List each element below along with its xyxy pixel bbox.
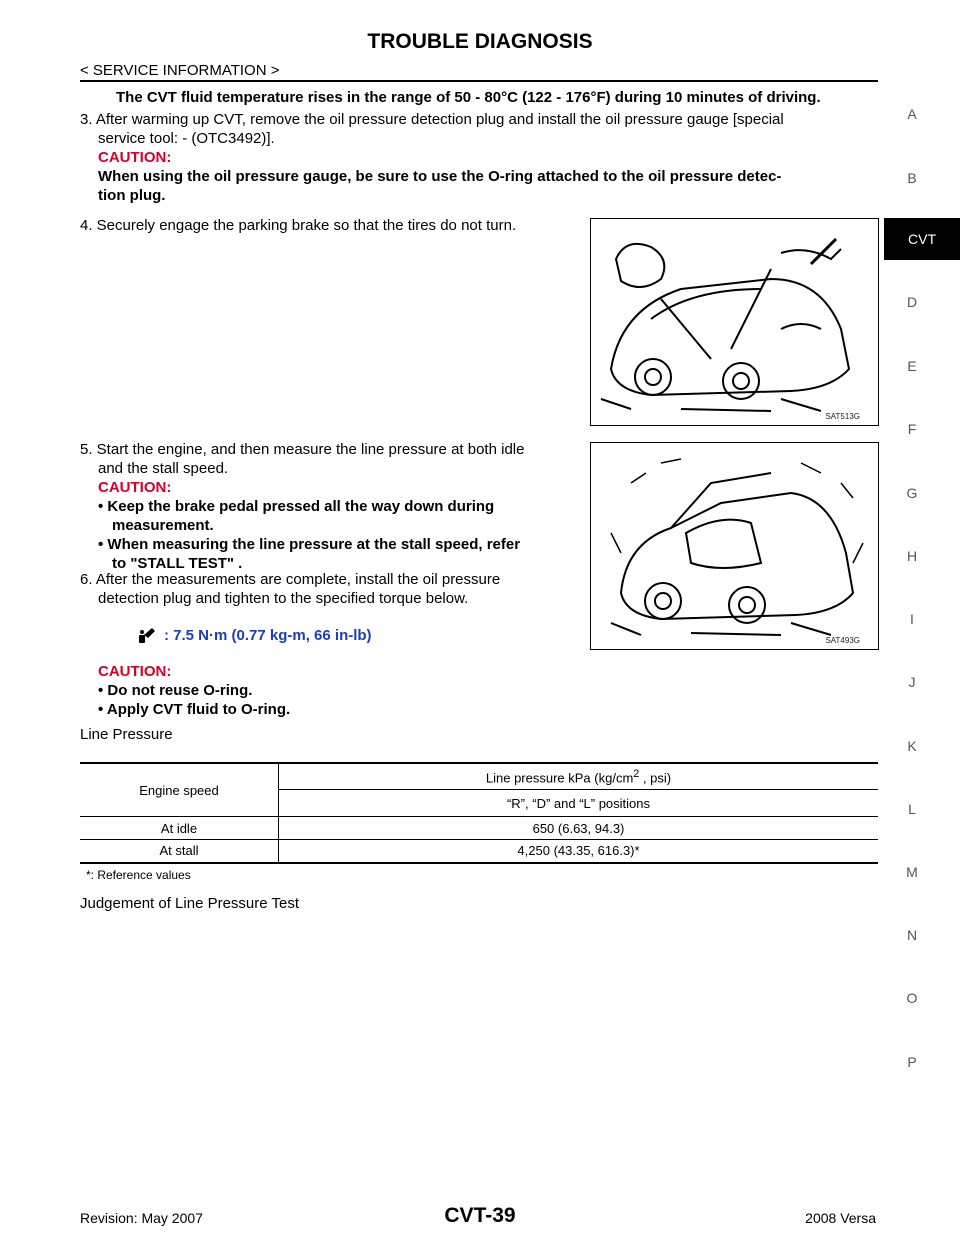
step-6 xyxy=(80,570,580,608)
index-tab-l[interactable]: L xyxy=(908,801,916,817)
section-subtitle: < SERVICE INFORMATION > xyxy=(80,62,280,79)
figure-id-sat493g: SAT493G xyxy=(825,636,860,645)
step-5-text-cont: and the stall speed. xyxy=(98,460,229,477)
step-5 xyxy=(80,440,580,573)
footer-revision: Revision: May 2007 xyxy=(80,1210,203,1226)
footer-model: 2008 Versa xyxy=(805,1210,876,1226)
index-tab-m[interactable]: M xyxy=(906,864,918,880)
step-5-text: 5. Start the engine, and then measure the line pressure at both idle xyxy=(80,441,525,458)
index-tab-p[interactable]: P xyxy=(907,1054,917,1070)
index-tab-n[interactable]: N xyxy=(906,927,918,943)
row-stall-speed: At stall xyxy=(80,840,279,863)
page-title: TROUBLE DIAGNOSIS xyxy=(367,30,593,53)
header-rule xyxy=(80,80,878,82)
header-line-pressure-sup: 2 xyxy=(633,767,640,780)
row-stall-value: 4,250 (43.35, 616.3)* xyxy=(279,840,879,863)
step-5-bullet-1: • Keep the brake pedal pressed all the way down during xyxy=(98,498,495,515)
index-tab-i[interactable]: I xyxy=(910,611,914,627)
header-engine-speed: Engine speed xyxy=(80,763,279,817)
step-5-bullet-2-cont: to "STALL TEST" . xyxy=(112,555,243,572)
step-6-bullet-2: • Apply CVT fluid to O-ring. xyxy=(98,701,291,718)
index-tab-cvt-active[interactable]: CVT xyxy=(884,218,960,260)
table-footnote: *: Reference values xyxy=(86,868,191,882)
step-4-text: 4. Securely engage the parking brake so that the tires do not turn. xyxy=(80,217,517,234)
index-tab-g[interactable]: G xyxy=(906,485,918,501)
line-pressure-heading: Line Pressure xyxy=(80,726,173,743)
figure-parking-brake xyxy=(590,218,879,426)
step-6-caution-label: CAUTION: xyxy=(98,663,172,680)
index-tab-k[interactable]: K xyxy=(907,738,917,754)
header-positions: “R”, “D” and “L” positions xyxy=(279,790,879,817)
step-6-caution xyxy=(98,662,290,719)
index-tab-a[interactable]: A xyxy=(907,106,917,122)
figure-engine-running xyxy=(590,442,879,650)
table-header-row xyxy=(80,763,878,790)
torque-wrench-icon xyxy=(138,626,156,644)
step-3 xyxy=(80,110,878,205)
step-5-caution-label: CAUTION: xyxy=(98,479,172,496)
figure-id-sat513g: SAT513G xyxy=(825,412,860,421)
step-5-bullet-2: • When measuring the line pressure at the stall speed, refer xyxy=(98,536,521,553)
step-6-bullet-1: • Do not reuse O-ring. xyxy=(98,682,253,699)
table-row xyxy=(80,817,878,840)
header-line-pressure-suffix: , psi) xyxy=(639,770,672,786)
line-pressure-table xyxy=(80,762,878,864)
index-tab-f[interactable]: F xyxy=(907,421,917,437)
header-line-pressure-text: Line pressure kPa (kg/cm xyxy=(485,770,634,786)
step-5-bullet-1-cont: measurement. xyxy=(112,517,214,534)
row-idle-value: 650 (6.63, 94.3) xyxy=(279,817,879,840)
step-3-text-cont: service tool: - (OTC3492)]. xyxy=(98,130,275,147)
index-tab-b[interactable]: B xyxy=(907,170,917,186)
step-3-text: 3. After warming up CVT, remove the oil pressure detection plug and install the oil pressure gauge [special xyxy=(80,111,784,128)
header-line-pressure xyxy=(279,763,879,790)
judgement-heading: Judgement of Line Pressure Test xyxy=(80,895,300,912)
footer-page-number: CVT-39 xyxy=(444,1204,516,1227)
car-engine-illustration xyxy=(591,443,878,649)
index-tab-d[interactable]: D xyxy=(906,294,918,310)
index-tab-o[interactable]: O xyxy=(906,990,918,1006)
step-3-caution-cont: tion plug. xyxy=(98,187,166,204)
index-tab-h[interactable]: H xyxy=(906,548,918,564)
intro-text: The CVT fluid temperature rises in the range of 50 - 80°C (122 - 176°F) during 10 minutes of driving. xyxy=(116,89,821,106)
row-idle-speed: At idle xyxy=(80,817,279,840)
torque-spec: : 7.5 N·m (0.77 kg-m, 66 in-lb) xyxy=(164,627,372,644)
index-tab-j[interactable]: J xyxy=(908,674,916,690)
car-parking-brake-illustration xyxy=(591,219,878,425)
step-3-caution-label: CAUTION: xyxy=(98,149,172,166)
index-tab-e[interactable]: E xyxy=(907,358,917,374)
table-row xyxy=(80,840,878,863)
step-6-text-cont: detection plug and tighten to the specified torque below. xyxy=(98,590,469,607)
step-6-text: 6. After the measurements are complete, install the oil pressure xyxy=(80,571,501,588)
step-3-caution: When using the oil pressure gauge, be sure to use the O-ring attached to the oil pressure detec- xyxy=(98,168,782,185)
